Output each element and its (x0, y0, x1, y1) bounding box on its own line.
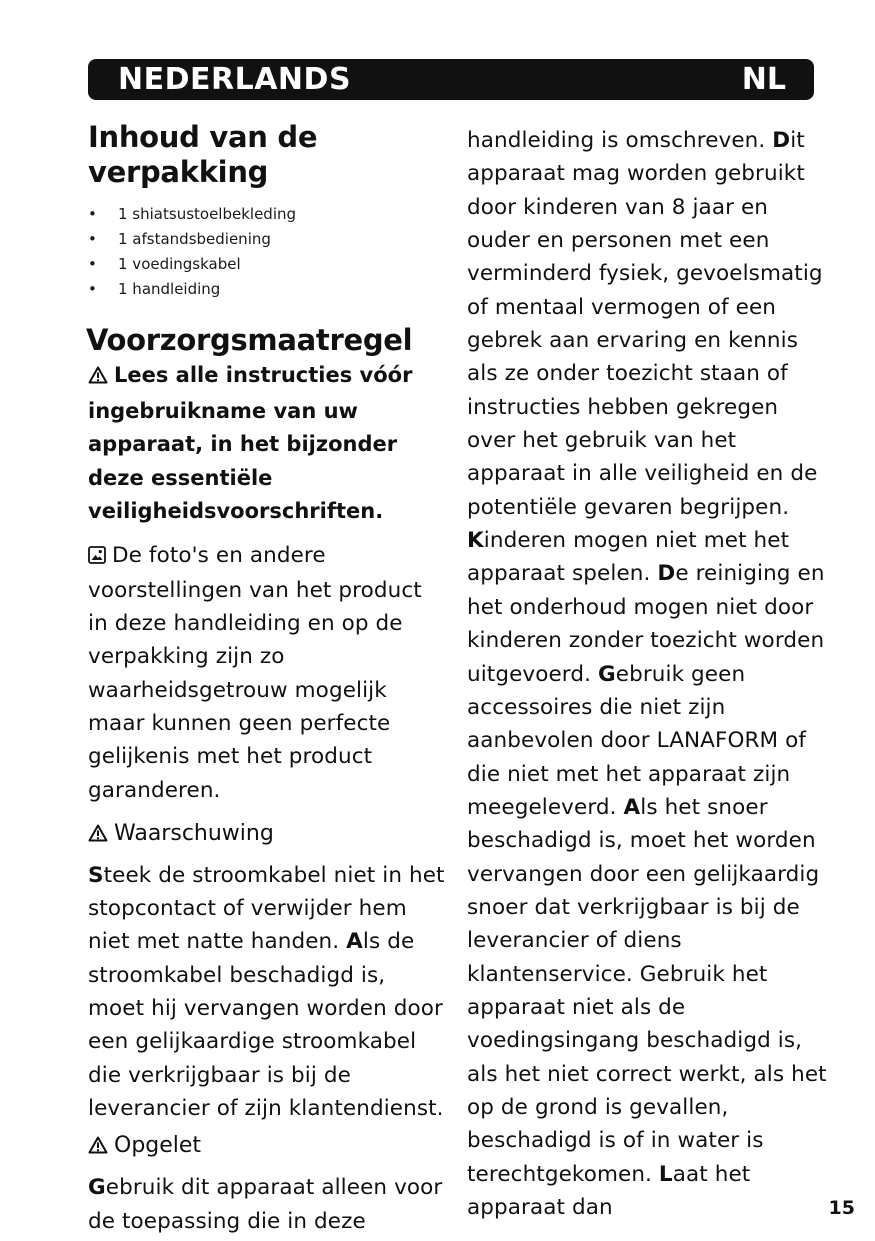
contents-heading (88, 120, 448, 190)
sentence: ls het snoer beschadigd is, moet het worden vervangen door een gelijkaardig snoer dat verkrijgbaar is bij de leverancier of diens klantenservice. Gebruik het apparaat niet als de voedingsingang beschadigd is, als het niet correct werkt, als het op de grond is gevallen, beschadigd is of in water is terechtgekomen. (467, 794, 827, 1187)
sentence: ebruik geen accessoires die niet zijn aanbevolen door LANAFORM of die niet met het apparaat zijn meegeleverd. (467, 661, 807, 820)
photo-disclaimer-text: De foto's en andere voorstellingen van het product in deze handleiding en op de verpakking zijn zo waarheidsgetrouw mogelijk maar kunnen geen perfecte gelijkenis met het product garanderen. (88, 542, 422, 803)
right-column (467, 124, 827, 1224)
initial-letter: D (657, 561, 676, 587)
initial-letter: A (346, 929, 363, 955)
list-item: • 1 handleiding (88, 277, 448, 302)
attention-title (88, 1129, 448, 1164)
sentence: it apparaat mag worden gebruikt door kinderen van 8 jaar en ouder en personen met een verminderd fysiek, gevoelsmatig of mentaal vermogen of een gebrek aan ervaring en kennis als ze onder toezicht staan of instructies hebben gekregen over het gebruik van het apparaat in alle veiligheid en de potentiële gevaren begrijpen. (467, 128, 823, 520)
warning-text (88, 859, 448, 1125)
precaution-heading: Voorzorgsmaatregel (86, 323, 413, 357)
initial-letter: A (623, 794, 641, 820)
precaution-lead-text: Lees alle instructies vóór ingebruikname van uw apparaat, in het bijzonder deze essentiële veiligheidsvoorschriften. (88, 363, 413, 523)
warning-sentence-1: teek de stroomkabel niet in het stopcontact of verwijder hem niet met natte handen. (88, 862, 445, 955)
language-code: NL (741, 62, 786, 97)
contents-list (88, 202, 448, 302)
sentence: handleiding is omschreven. (467, 128, 773, 153)
list-item: • 1 voedingskabel (88, 252, 448, 277)
precaution-lead (88, 359, 448, 529)
warning-title-text: Waarschuwing (114, 820, 274, 846)
warning-triangle-icon (88, 361, 108, 395)
warning-title (88, 817, 448, 852)
sentence: e reiniging en het onderhoud mogen niet door kinderen zonder toezicht worden uitgevoerd. (467, 561, 825, 687)
language-label: NEDERLANDS (118, 62, 352, 97)
language-header-bar (88, 59, 814, 100)
attention-sentence-1: ebruik dit apparaat alleen voor de toepassing die in deze (88, 1175, 443, 1234)
initial-letter: L (658, 1161, 673, 1187)
initial-letter: S (88, 862, 104, 888)
initial-letter: G (598, 661, 616, 687)
list-item: • 1 afstandsbediening (88, 227, 448, 252)
safety-text-continued (467, 124, 827, 1224)
attention-text (88, 1171, 448, 1238)
warning-sentence-2: ls de stroomkabel beschadigd is, moet hij vervangen worden door een gelijkaardige stroomkabel die verkrijgbaar is bij de leverancier of zijn klantendienst. (88, 929, 444, 1121)
photo-disclaimer (88, 539, 448, 807)
sentence: inderen mogen niet met het apparaat spelen. (467, 528, 790, 587)
page-number: 15 (828, 1197, 855, 1219)
list-item: • 1 shiatsustoelbekleding (88, 202, 448, 227)
initial-letter: G (88, 1175, 106, 1201)
initial-letter: K (467, 528, 484, 554)
warning-triangle-icon (88, 1131, 108, 1164)
initial-letter: D (772, 128, 791, 153)
left-column (88, 120, 448, 1238)
contents-heading-line2: verpakking (88, 155, 269, 189)
attention-title-text: Opgelet (114, 1133, 202, 1159)
warning-triangle-icon (88, 819, 108, 852)
contents-heading-line1: Inhoud van de (88, 120, 318, 154)
sentence: aat het apparaat dan (467, 1161, 751, 1220)
image-icon (88, 541, 106, 574)
